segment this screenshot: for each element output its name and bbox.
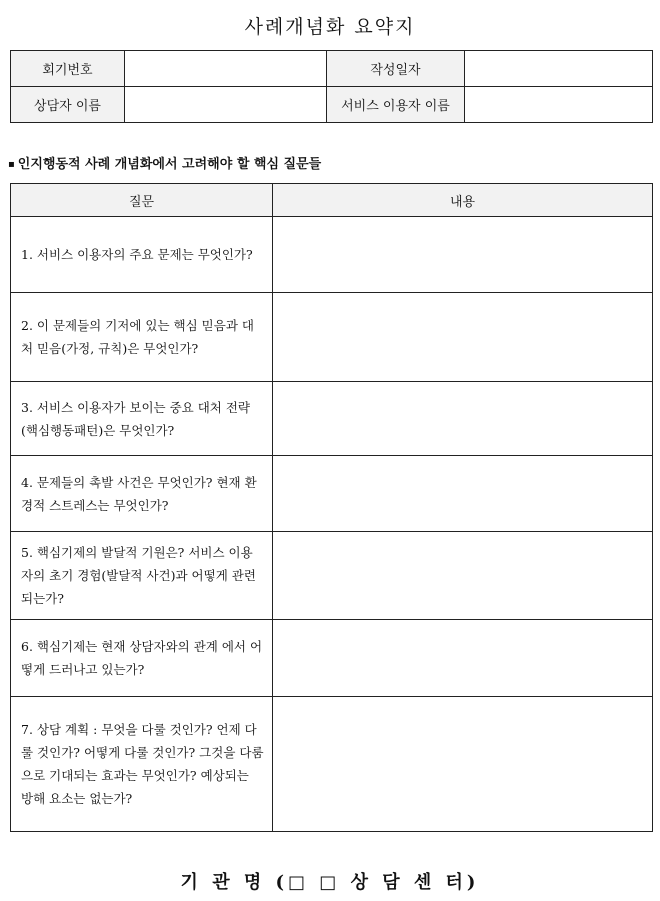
client-name-label: 서비스 이용자 이름 — [327, 87, 465, 123]
info-table — [10, 50, 653, 123]
bullet-icon: ▪ — [8, 159, 15, 170]
table-row — [11, 217, 653, 293]
session-number-label: 회기번호 — [11, 51, 125, 87]
content-header: 내용 — [273, 184, 653, 217]
answer-field[interactable] — [273, 217, 653, 293]
table-row — [11, 697, 653, 832]
question-text: 2. 이 문제들의 기저에 있는 핵심 믿음과 대처 믿음(가정, 규칙)은 무엇인가? — [11, 293, 273, 382]
question-text: 4. 문제들의 촉발 사건은 무엇인가? 현재 환경적 스트레스는 무엇인가? — [11, 456, 273, 532]
page-title: 사례개념화 요약지 — [244, 16, 416, 38]
date-field[interactable] — [465, 51, 653, 87]
question-text: 3. 서비스 이용자가 보이는 중요 대처 전략(핵심행동패턴)은 무엇인가? — [11, 382, 273, 456]
counselor-name-label: 상담자 이름 — [11, 87, 125, 123]
table-row — [11, 382, 653, 456]
questions-table — [10, 183, 653, 832]
question-text: 7. 상담 계획 : 무엇을 다룰 것인가? 언제 다룰 것인가? 어떻게 다룰 것인가? 그것을 다룸으로 기대되는 효과는 무엇인가? 예상되는 방해 요소는 없는가? — [11, 697, 273, 832]
answer-field[interactable] — [273, 620, 653, 697]
organization-name: 기 관 명 (□ □ 상 담 센 터) — [180, 872, 480, 893]
table-row — [11, 293, 653, 382]
date-label: 작성일자 — [327, 51, 465, 87]
client-name-field[interactable] — [465, 87, 653, 123]
table-row — [11, 456, 653, 532]
section-note — [8, 153, 321, 172]
session-number-field[interactable] — [125, 51, 327, 87]
question-text: 1. 서비스 이용자의 주요 문제는 무엇인가? — [11, 217, 273, 293]
answer-field[interactable] — [273, 382, 653, 456]
table-row — [11, 620, 653, 697]
table-row — [11, 532, 653, 620]
answer-field[interactable] — [273, 293, 653, 382]
answer-field[interactable] — [273, 532, 653, 620]
counselor-name-field[interactable] — [125, 87, 327, 123]
question-header: 질문 — [11, 184, 273, 217]
question-text: 5. 핵심기제의 발달적 기원은? 서비스 이용자의 초기 경험(발달적 사건)과 어떻게 관련되는가? — [11, 532, 273, 620]
question-text: 6. 핵심기제는 현재 상담자와의 관계 에서 어떻게 드러나고 있는가? — [11, 620, 273, 697]
answer-field[interactable] — [273, 697, 653, 832]
table-header-row — [11, 184, 653, 217]
section-note-text: 인지행동적 사례 개념화에서 고려해야 할 핵심 질문들 — [17, 157, 322, 172]
answer-field[interactable] — [273, 456, 653, 532]
